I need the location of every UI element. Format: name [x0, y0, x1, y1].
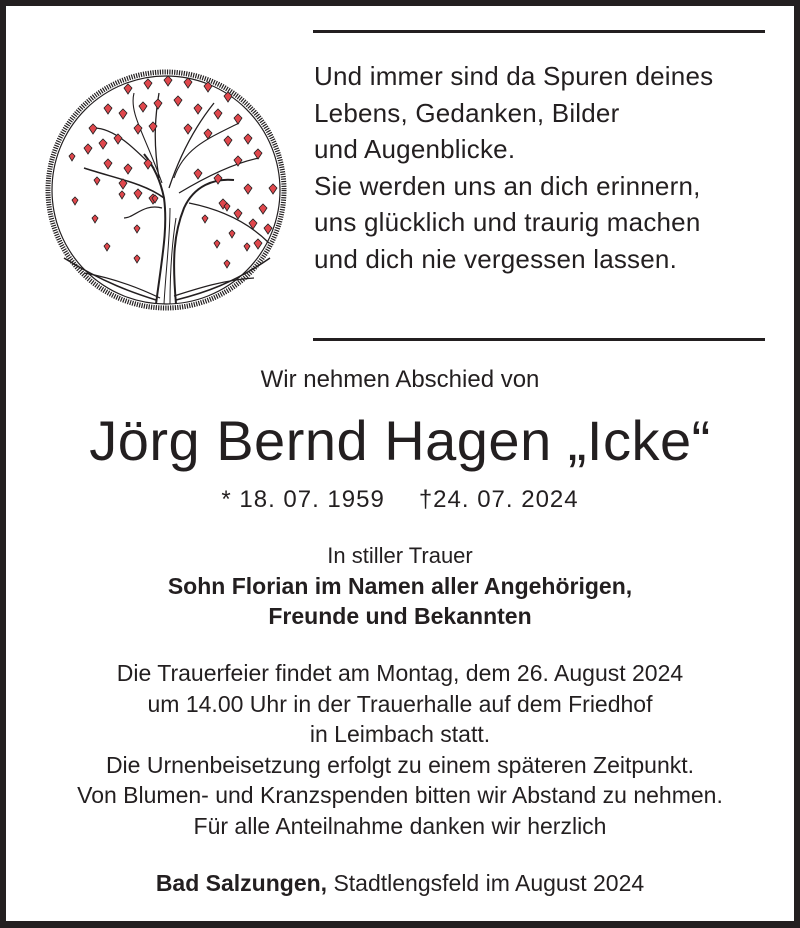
- details-line: Von Blumen- und Kranzspenden bitten wir Abstand zu nehmen.: [77, 782, 723, 808]
- poem-line: Und immer sind da Spuren deines: [314, 61, 714, 91]
- birth-date: * 18. 07. 1959: [221, 486, 385, 513]
- poem-line: und dich nie vergessen lassen.: [314, 243, 678, 274]
- mourners-line: Freunde und Bekannten: [268, 603, 532, 629]
- poem-line: Sie werden uns an dich erinnern,: [314, 170, 701, 201]
- life-dates: [6, 486, 794, 514]
- mourners-line: Sohn Florian im Namen aller Angehörigen,: [167, 573, 633, 599]
- poem-line: uns glücklich und traurig machen: [314, 207, 701, 237]
- details-line: Für alle Anteilnahme danken wir herzlich: [193, 812, 607, 839]
- service-details: [6, 658, 794, 841]
- mourners: [6, 571, 794, 631]
- tree-of-life-icon: [44, 68, 288, 312]
- poem: [314, 58, 713, 277]
- death-date: †24. 07. 2024: [418, 486, 579, 513]
- details-line: Die Urnenbeisetzung erfolgt zu einem späteren Zeitpunkt.: [105, 751, 695, 778]
- farewell-intro: Wir nehmen Abschied von: [260, 366, 540, 393]
- signature-place: Bad Salzungen,: [155, 870, 328, 896]
- details-line: Die Trauerfeier findet am Montag, dem 26. August 2024: [116, 660, 684, 686]
- signature-rest: Stadtlengsfeld im August 2024: [327, 870, 645, 896]
- obituary-notice: [6, 6, 794, 921]
- poem-line: und Augenblicke.: [314, 134, 516, 164]
- details-line: in Leimbach statt.: [309, 721, 491, 747]
- signature: [6, 870, 794, 897]
- bottom-divider: [313, 338, 765, 341]
- poem-line: Lebens, Gedanken, Bilder: [314, 97, 620, 128]
- mourning-intro: In stiller Trauer: [327, 543, 473, 568]
- deceased-name: Jörg Bernd Hagen „Icke“: [89, 409, 711, 472]
- top-divider: [313, 30, 765, 33]
- details-line: um 14.00 Uhr in der Trauerhalle auf dem Friedhof: [147, 690, 653, 717]
